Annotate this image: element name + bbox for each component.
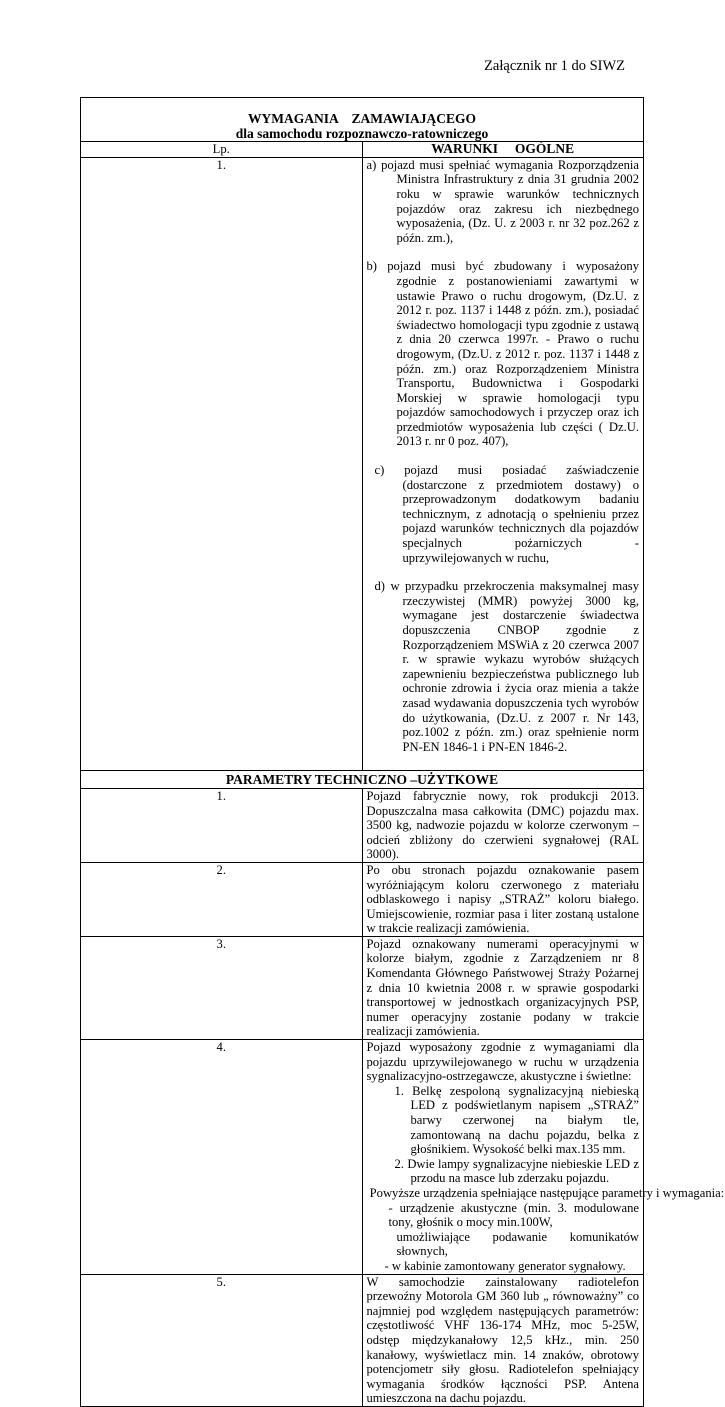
table-row [81,936,644,1039]
annex-label: Załącznik nr 1 do SIWZ [484,58,625,74]
signal-item-1: 1. Belkę zespoloną sygnalizacyjną niebieską LED z podświetlanym napisem „STRAŻ” barwy czerwonej na białym tle, zamontowaną na dachu pojazdu, belka z głośnikiem. Wysokość belki max.135 mm. [394,1083,639,1157]
condition-b: b) pojazd musi być zbudowany i wyposażony zgodnie z postanowieniami zawartymi w ustawie Prawo o ruchu drogowym, (Dz.U. z 2012 r. poz. 1137 i 1448 z późn. zm.), posiadać świadectwo homologacji typu zgodnie z ustawą z dnia 20 czerwca 1997r. - Prawo o ruchu drogowym, (Dz.U. z 2012 r. poz. 1137 i 1448 z późn. zm.) oraz Rozporządzeniem Ministra Transportu, Budownictwa i Gospodarki Morskiej w sprawie homologacji typu pojazdów samochodowych i przyczep oraz ich przedmiotów wyposażenia lub części ( Dz.U. 2013 r. nr 0 poz. 407), [366,259,639,449]
signal-generator-line: - w kabinie zamontowany generator sygnałowy. [384,1258,626,1273]
document-title-cell [81,98,644,142]
table-header-row [81,98,644,142]
condition-c: c) pojazd musi posiadać zaświadczenie (dostarczone z przedmiotem dostawy) o przeprowadzonym dodatkowym badaniu technicznym, z adnotacją o spełnieniu przez pojazd warunków technicznych dla pojazdów specjalnych pożarniczych - uprzywilejowanych w ruchu, [374,463,639,565]
condition-d: d) w przypadku przekroczenia maksymalnej masy rzeczywistej (MMR) powyżej 3000 kg, wymagane jest dostarczenie świadectwa dopuszczenia CNBOP zgodnie z Rozporządzeniem MSWiA z 20 czerwca 2007 r. w sprawie wykazu wyrobów służących zapewnieniu bezpieczeństwa publicznego lub ochronie zdrowia i życia oraz mienia a także zasad wydawania dopuszczenia tych wyrobów do użytkowania, (Dz.U. z 2007 r. Nr 143, poz.1002 z późn. zm.) oraz spełnienie norm PN-EN 1846-1 i PN-EN 1846-2. [374,579,639,754]
row-text: Po obu stronach pojazdu oznakowanie pasem wyróżniającym koloru czerwonego z materiału odblaskowego i napisy „STRAŻ” koloru białego. Umiejscowienie, rozmiar pasa i liter zostaną ustalone w trakcie realizacji zamówienia. [362,862,644,936]
table-row [81,1274,644,1406]
general-heading-row [81,142,644,158]
signal-params-line: Powyższe urządzenia spełniające następujące parametry i wymagania: [366,1185,725,1200]
row-number: 1. [81,157,363,771]
row-text [362,1040,725,1275]
general-conditions [362,157,644,771]
general-row [81,157,644,771]
signal-item-2: 2. Dwie lampy sygnalizacyjne niebieskie LED z przodu na masce lub zderzaku pojazdu. [394,1156,639,1186]
requirements-table [80,97,725,1407]
document-subtitle: dla samochodu rozpoznawczo-ratowniczego [235,125,489,141]
table-row [81,788,644,862]
row-number: 4. [81,1040,363,1275]
signal-acoustic-cont: umożliwiające podawanie komunikatów słownych, [396,1229,639,1259]
row-number: 3. [81,936,363,1039]
row-text: W samochodzie zainstalowany radiotelefon przewoźny Motorola GM 360 lub „ równoważny” co najmniej pod względem następujących parametrów: częstotliwość VHF 136-174 MHz, moc 5-25W, odstęp międzykanałowy 12,5 kHz., min. 250 kanałowy, wyświetlacz min. 14 znaków, obrotowy potencjometr siły głosu. Radiotelefon spełniający wymagania środków łączności PSP. Antena umieszczona na dachu pojazdu. [362,1274,644,1406]
row-text: Pojazd fabrycznie nowy, rok produkcji 2013. Dopuszczalna masa całkowita (DMC) pojazdu max. 3500 kg, nadwozie pojazdu w kolorze czerwonym – odcień zbliżony do czerwieni sygnałowej (RAL 3000). [362,788,644,862]
row-number: 2. [81,862,363,936]
condition-a: a) pojazd musi spełniać wymagania Rozporządzenia Ministra Infrastruktury z dnia 31 grudnia 2002 roku w sprawie warunków technicznych pojazdów oraz zakresu ich niezbędnego wyposażenia, (Dz. U. z 2003 r. nr 32 poz.262 z późn. zm.), [366,157,639,245]
general-section-title: WARUNKI OGÓLNE [362,142,644,158]
lp-column-header: Lp. [81,142,363,158]
table-row [81,1040,644,1275]
document-title: WYMAGANIA ZAMAWIAJĄCEGO [247,111,476,126]
table-row [81,862,644,936]
signal-intro: Pojazd wyposażony zgodnie z wymaganiami dla pojazdu uprzywilejowanego w ruchu w urządzenia sygnalizacyjno-ostrzegawcze, akustyczne i świetlne: [366,1040,639,1084]
signal-acoustic-line: - urządzenie akustyczne (min. 3. modulowane tony, głośnik o mocy min.100W, [388,1200,639,1230]
row-number: 1. [81,788,363,862]
params-heading-row [81,771,644,789]
row-text: Pojazd oznakowany numerami operacyjnymi w kolorze białym, zgodnie z Zarządzeniem nr 8 Komendanta Głównego Państwowej Straży Pożarnej z dnia 10 kwietnia 2008 r. w sprawie gospodarki transportowej w jednostkach organizacyjnych PSP, numer operacyjny zostanie podany w trakcie realizacji zamówienia. [362,936,644,1039]
params-section-title: PARAMETRY TECHNICZNO –UŻYTKOWE [81,771,644,789]
row-number: 5. [81,1274,363,1406]
